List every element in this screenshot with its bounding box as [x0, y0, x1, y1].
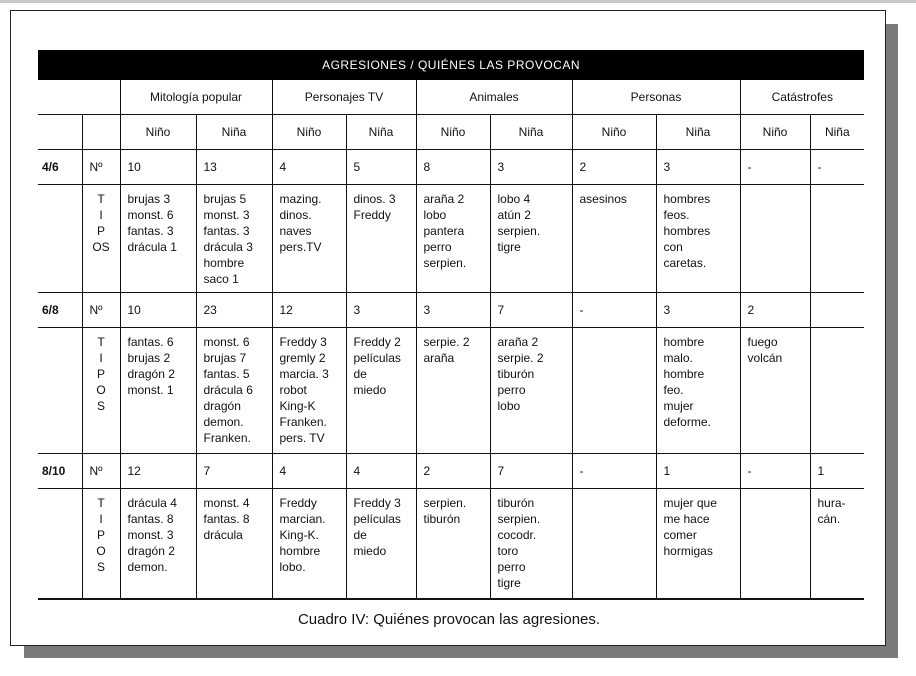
count-cell: 3 — [416, 293, 490, 328]
types-cell: hombres feos. hombres con caretas. — [656, 185, 740, 293]
count-cell: 1 — [656, 454, 740, 489]
corner-cell — [82, 80, 120, 115]
age-cell: 8/10 — [38, 454, 82, 489]
count-cell — [810, 293, 864, 328]
types-cell: araña 2 serpie. 2 tiburón perro lobo — [490, 328, 572, 454]
types-cell: drácula 4 fantas. 8 monst. 3 dragón 2 demon. — [120, 489, 196, 599]
count-cell: - — [810, 150, 864, 185]
corner-cell — [38, 115, 82, 150]
count-row — [38, 454, 864, 489]
group-header: Catástrofes — [740, 80, 864, 115]
count-cell: 3 — [656, 293, 740, 328]
count-cell: 8 — [416, 150, 490, 185]
subheader-cell: Niña — [810, 115, 864, 150]
corner-cell — [38, 80, 82, 115]
count-cell: 7 — [490, 454, 572, 489]
table-title: AGRESIONES / QUIÉNES LAS PROVOCAN — [38, 50, 864, 80]
count-cell: 4 — [272, 454, 346, 489]
corner-cell — [82, 115, 120, 150]
age-spacer — [38, 185, 82, 293]
n-label: Nº — [82, 150, 120, 185]
subheader-cell: Niña — [196, 115, 272, 150]
types-cell: dinos. 3 Freddy — [346, 185, 416, 293]
types-row — [38, 489, 864, 599]
types-cell: fuego volcán — [740, 328, 810, 454]
count-cell: - — [740, 454, 810, 489]
tipos-label: T I P OS — [82, 185, 120, 293]
count-cell: 10 — [120, 293, 196, 328]
subheader-cell: Niño — [120, 115, 196, 150]
count-cell: 2 — [416, 454, 490, 489]
count-cell: 12 — [120, 454, 196, 489]
n-label: Nº — [82, 454, 120, 489]
types-cell: Freddy 3 películas de miedo — [346, 489, 416, 599]
group-header: Personajes TV — [272, 80, 416, 115]
count-cell: 23 — [196, 293, 272, 328]
subheader-cell: Niño — [416, 115, 490, 150]
types-cell — [740, 489, 810, 599]
types-cell — [740, 185, 810, 293]
types-cell — [572, 489, 656, 599]
types-cell: araña 2 lobo pantera perro serpien. — [416, 185, 490, 293]
types-cell: hombre malo. hombre feo. mujer deforme. — [656, 328, 740, 454]
count-cell: 2 — [572, 150, 656, 185]
types-cell: hura- cán. — [810, 489, 864, 599]
count-cell: 2 — [740, 293, 810, 328]
types-cell: mazing. dinos. naves pers.TV — [272, 185, 346, 293]
count-cell: 4 — [346, 454, 416, 489]
count-cell: 1 — [810, 454, 864, 489]
group-header: Personas — [572, 80, 740, 115]
types-cell: monst. 4 fantas. 8 drácula — [196, 489, 272, 599]
age-spacer — [38, 328, 82, 454]
age-cell: 4/6 — [38, 150, 82, 185]
types-cell: Freddy 3 gremly 2 marcia. 3 robot King-K Franken. pers. TV — [272, 328, 346, 454]
aggression-table — [38, 50, 864, 600]
group-header: Animales — [416, 80, 572, 115]
types-row — [38, 185, 864, 293]
types-cell: tiburón serpien. cocodr. toro perro tigre — [490, 489, 572, 599]
types-cell — [572, 328, 656, 454]
types-cell: brujas 3 monst. 6 fantas. 3 drácula 1 — [120, 185, 196, 293]
count-cell: 7 — [490, 293, 572, 328]
subheader-cell: Niño — [740, 115, 810, 150]
count-cell: 7 — [196, 454, 272, 489]
types-cell: asesinos — [572, 185, 656, 293]
top-rule — [0, 0, 916, 3]
group-header: Mitología popular — [120, 80, 272, 115]
subheader-cell: Niña — [656, 115, 740, 150]
types-cell — [810, 185, 864, 293]
count-cell: - — [740, 150, 810, 185]
count-row — [38, 293, 864, 328]
count-cell: 3 — [346, 293, 416, 328]
figure-caption: Cuadro IV: Quiénes provocan las agresiones. — [297, 611, 601, 628]
count-cell: 10 — [120, 150, 196, 185]
types-cell: Freddy marcian. King-K. hombre lobo. — [272, 489, 346, 599]
count-cell: - — [572, 454, 656, 489]
types-cell: mujer que me hace comer hormigas — [656, 489, 740, 599]
types-cell: serpie. 2 araña — [416, 328, 490, 454]
count-cell: 5 — [346, 150, 416, 185]
subheader-cell: Niño — [572, 115, 656, 150]
n-label: Nº — [82, 293, 120, 328]
count-cell: 3 — [656, 150, 740, 185]
types-row — [38, 328, 864, 454]
subheader-cell: Niña — [490, 115, 572, 150]
types-cell: monst. 6 brujas 7 fantas. 5 drácula 6 dragón demon. Franken. — [196, 328, 272, 454]
types-cell: brujas 5 monst. 3 fantas. 3 drácula 3 hombre saco 1 — [196, 185, 272, 293]
types-cell — [810, 328, 864, 454]
count-row — [38, 150, 864, 185]
count-cell: - — [572, 293, 656, 328]
tipos-label: T I P O S — [82, 328, 120, 454]
tipos-label: T I P O S — [82, 489, 120, 599]
types-cell: Freddy 2 películas de miedo — [346, 328, 416, 454]
types-cell: fantas. 6 brujas 2 dragón 2 monst. 1 — [120, 328, 196, 454]
subheader-cell: Niño — [272, 115, 346, 150]
count-cell: 3 — [490, 150, 572, 185]
subheader-row — [38, 115, 864, 150]
types-cell: serpien. tiburón — [416, 489, 490, 599]
age-spacer — [38, 489, 82, 599]
count-cell: 12 — [272, 293, 346, 328]
age-cell: 6/8 — [38, 293, 82, 328]
group-header-row — [38, 80, 864, 115]
subheader-cell: Niña — [346, 115, 416, 150]
count-cell: 13 — [196, 150, 272, 185]
count-cell: 4 — [272, 150, 346, 185]
types-cell: lobo 4 atún 2 serpien. tigre — [490, 185, 572, 293]
